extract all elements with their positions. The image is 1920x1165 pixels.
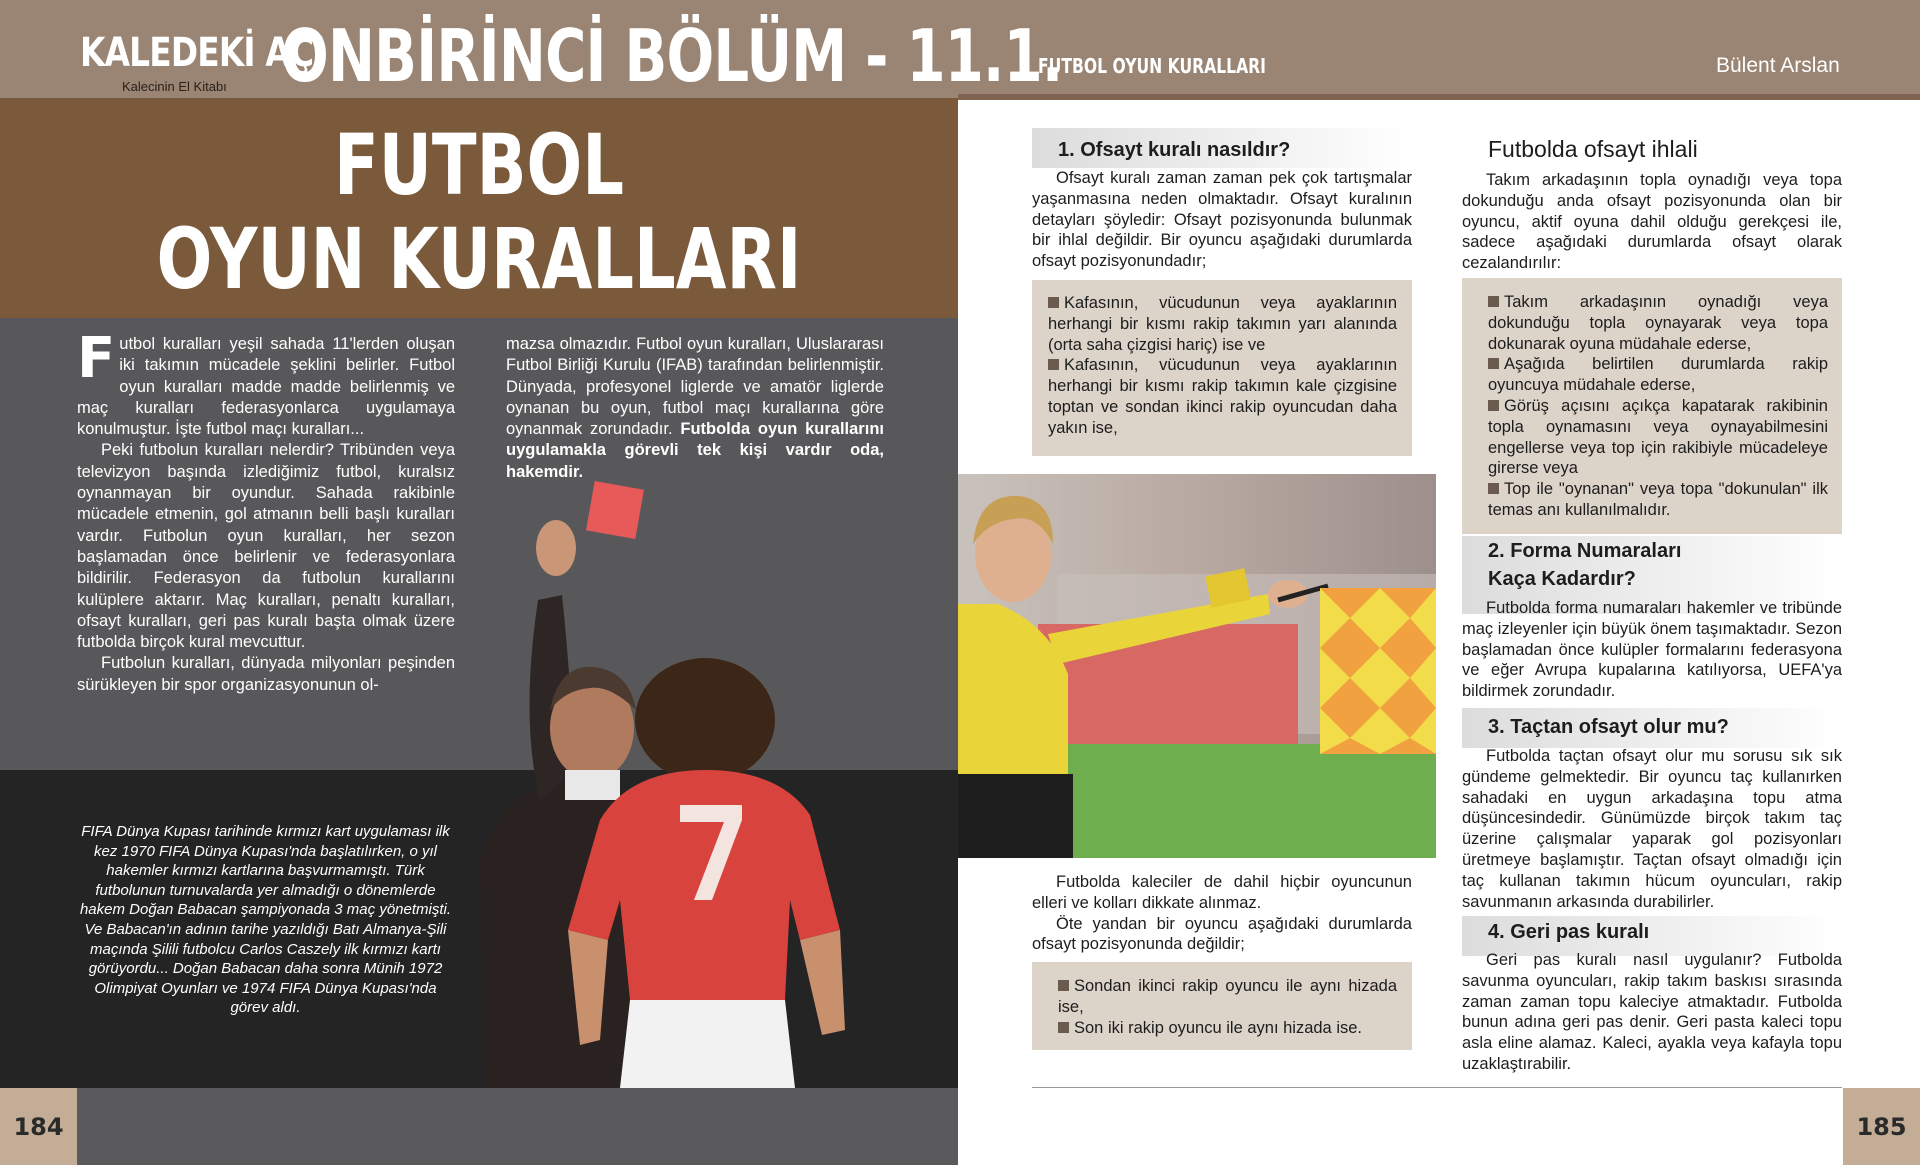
- brand-logo: KALEDEKİ AÇI: [80, 30, 325, 76]
- section-text-3: Futbolda taçtan ofsayt olur mu sorusu sık sık gündeme gelmektedir. Bir oyuncu taç kullanırken sahadaki en uygun arkadaşına topu atma düşüncesindedir. Günümüzde birçok takım taç üzerine çalışmalar yaparak gol pozisyonları üretmeye başlamıştır. Taçtan ofsayt olmadığı için taç kullanan takımın hücum oyuncuları, rakip savunmanın arkasında durabilirler.: [1462, 747, 1842, 911]
- list-item: Kafasının, vücudunun veya ayaklarının herhangi bir kısmı rakip takımın yarı alanında (orta saha çizgisi hariç) ise ve: [1048, 294, 1397, 354]
- page-number-left: 184: [0, 1088, 77, 1165]
- paragraph: Peki futbolun kuralları nelerdir? Tribünden veya televizyon başında izlediğimiz futbol, kuralsız oynanmayan bir oyundur. Sahada rakibinle mücadele etmenin, gol atmanın belli başlı kuralları vardır. Futbolun oyun kuralları, her sezon başlamadan önce belirlenir ve federasyonlara bildirilir. Federasyon da futbolun kurallarını kulüplere aktarır. Maç kuralları, penaltı kuralları, ofsayt kuralları, geri pas kuralı başta olmak üzere futbolda birçok kural mevcuttur.: [77, 441, 455, 652]
- photo-caption: FIFA Dünya Kupası tarihinde kırmızı kart uygulaması ilk kez 1970 FIFA Dünya Kupası'nda başlatılırken, o yıl hakemler kırmızı kartlarına başvurmamıştı. Türk futbolunun turnuvalarda yer almadığı o dönemlerde hakem Doğan Babacan şampiyonada 3 maç yönetmişti. Ve Babacan'ın adının tarihe yazıldığı Batı Almanya-Şili maçında Şilili futbolcu Carlos Caszely ilk kırmızı kartı görüyordu... Doğan Babacan daha sonra Münih 1972 Olimpiyat Oyunları ve 1974 FIFA Dünya Kupası'nda görev aldı.: [79, 823, 452, 1017]
- list-item: Kafasının, vücudunun veya ayaklarının herhangi bir kısmı rakip takımın kale çizgisine toptan ve sondan ikinci rakip oyuncudan daha yakın ise,: [1048, 356, 1397, 437]
- chapter-title: ONBİRİNCİ BÖLÜM - 11.1.: [281, 14, 1063, 98]
- assistant-referee-photo: [958, 474, 1436, 858]
- ihlal-box: [1462, 278, 1842, 534]
- referee-red-card-photo: [480, 470, 958, 1088]
- rule-box-2: [1032, 962, 1412, 1050]
- brand-subtitle: Kalecinin El Kitabı: [122, 79, 227, 94]
- footer-rule: [1032, 1087, 1842, 1088]
- bullet-icon: [1048, 359, 1059, 370]
- bullet-icon: [1488, 296, 1499, 307]
- page-title-line2: OYUN KURALLARI: [156, 210, 802, 308]
- ihlal-title: Futbolda ofsayt ihlali: [1488, 136, 1698, 162]
- highlight-text: Futbolda oyun kurallarını uygulamakla görevli tek kişi vardır oda, hakemdir.: [506, 420, 884, 481]
- section-title-2b: Kaça Kadardır?: [1488, 568, 1636, 590]
- list-item: Sondan ikinci rakip oyuncu ile aynı hizada ise,: [1058, 977, 1397, 1016]
- bullet-icon: [1488, 358, 1499, 369]
- section-title-4: 4. Geri pas kuralı: [1488, 921, 1650, 943]
- paragraph: mazsa olmazıdır. Futbol oyun kuralları, Uluslararası Futbol Birliği Kurulu (IFAB) tarafından belirlenmiştir. Dünyada, profesyonel liglerde ve amatör liglerde oynanan bu oyun, futbol maçı kurallarına göre oynanmak zorundadır.: [506, 335, 884, 439]
- list-item: Son iki rakip oyuncu ile aynı hizada ise.: [1058, 1018, 1397, 1039]
- section-text-1: Ofsayt kuralı zaman zaman pek çok tartışmalar yaşanmasına neden olmaktadır. Ofsayt kuralının detayları şöyledir: Ofsayt pozisyonunda bulunmak bir ihlal değildir. Bir oyuncu aşağıdaki durumlarda ofsayt pozisyonundadır;: [1032, 169, 1412, 271]
- bullet-icon: [1488, 400, 1499, 411]
- section-title-3: 3. Taçtan ofsayt olur mu?: [1488, 716, 1729, 738]
- section-title-2a: 2. Forma Numaraları: [1488, 540, 1682, 562]
- list-item: Görüş açısını açıkça kapatarak rakibinin topla oynamasını veya oynayabilmesini engellerse veya top için rakibiyle mücadeleye girerse veya: [1488, 396, 1828, 478]
- header-rule: [958, 94, 1920, 100]
- bullet-icon: [1058, 1022, 1069, 1033]
- footer-band: [0, 1088, 958, 1165]
- section-text-2: Futbolda forma numaraları hakemler ve tribünde maç izleyenler için büyük önem taşımaktadır. Sezon başlamadan önce kulüpler formalarını federasyona ve eğer Avrupa kupalarına katılıyorsa, UEFA'ya bildirmek zorundadır.: [1462, 599, 1842, 701]
- page-title-line1: FUTBOL: [333, 116, 625, 214]
- section-text-4: Geri pas kuralı nasıl uygulanır? Futbolda savunma oyuncuları, rakip takım baskısı sırasında zaman zaman topu kaleciye atmaktadır. Futbolda bunun adına geri pas denir. Geri pasta kaleci topu asla eline alamaz. Kaleci, ayakla veya kafayla topu uzaklaştırabilir.: [1462, 951, 1842, 1073]
- paragraph: Futbolun kuralları, dünyada milyonları peşinden sürükleyen bir spor organizasyonunun ol-: [77, 654, 455, 694]
- bullet-icon: [1058, 980, 1069, 991]
- section-title-1: 1. Ofsayt kuralı nasıldır?: [1058, 139, 1291, 161]
- running-head: FUTBOL OYUN KURALLARI: [1038, 54, 1266, 78]
- drop-cap: F: [77, 326, 116, 391]
- paragraph: utbol kuralları yeşil sahada 11'lerden oluşan iki takımın mücadele şeklini belirler. Futbol oyun kuralları madde madde belirlenmiş ve maç kuralları federasyonlarca uygulamaya konulmuştur. İşte futbol maçı kuralları...: [77, 335, 455, 439]
- body-column-2: [506, 334, 884, 483]
- bullet-icon: [1048, 297, 1059, 308]
- below-photo-text: [1032, 872, 1412, 955]
- body-column-1: [77, 326, 455, 696]
- page-number-right: 185: [1843, 1088, 1920, 1165]
- ihlal-text: Takım arkadaşının topla oynadığı veya topa dokunduğu anda ofsayt pozisyonunda olan bir oyuncu, aktif oyuna dahil olduğu gerekçesi ile, sadece aşağıdaki durumlarda ofsayt olarak cezalandırılır:: [1462, 171, 1842, 273]
- author-name: Bülent Arslan: [1716, 54, 1840, 77]
- list-item: Top ile "oynanan" veya topa "dokunulan" ilk temas anı kullanılmalıdır.: [1488, 480, 1828, 519]
- bullet-icon: [1488, 483, 1499, 494]
- list-item: Aşağıda belirtilen durumlarda rakip oyuncuya müdahale ederse,: [1488, 355, 1828, 395]
- paragraph: Futbolda kaleciler de dahil hiçbir oyuncunun elleri ve kolları dikkate alınmaz.: [1032, 873, 1412, 912]
- rule-box-1: [1032, 280, 1412, 456]
- paragraph: Öte yandan bir oyuncu aşağıdaki durumlarda ofsayt pozisyonunda değildir;: [1032, 914, 1412, 954]
- list-item: Takım arkadaşının oynadığı veya dokunduğu topla oynayarak veya topa dokunarak oyuna müdahale ederse,: [1488, 293, 1828, 353]
